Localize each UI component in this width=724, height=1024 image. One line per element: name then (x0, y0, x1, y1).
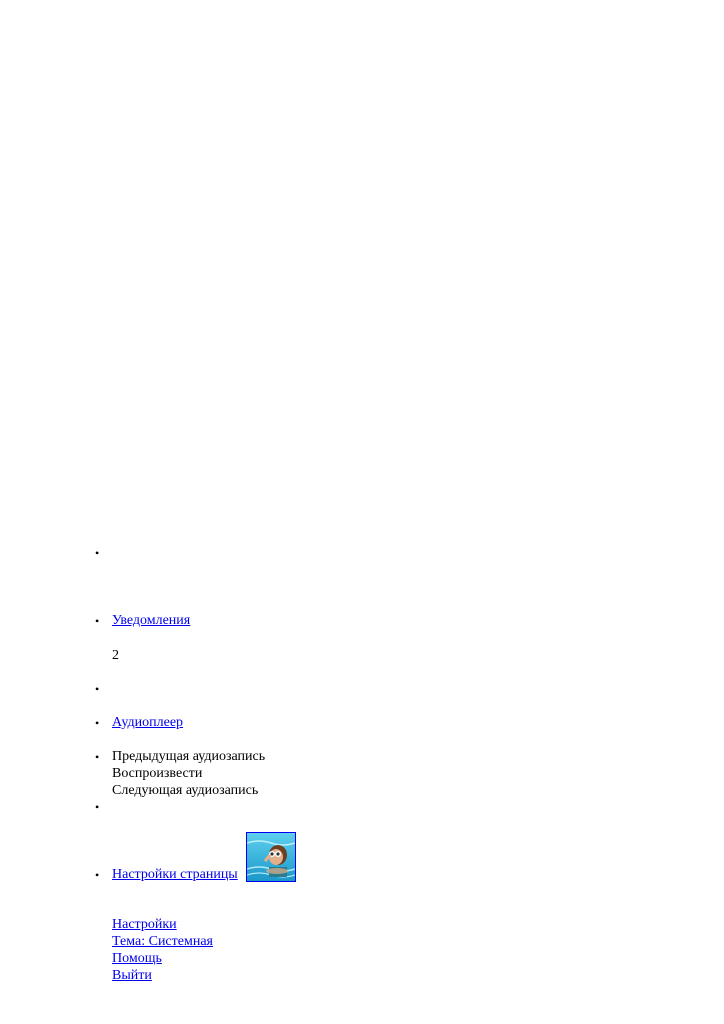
list-bullet: • (95, 800, 100, 814)
audio-player-link[interactable]: Аудиоплеер (112, 715, 184, 730)
notifications-link[interactable]: Уведомления (112, 613, 191, 628)
list-bullet: • (95, 546, 100, 560)
list-bullet: • (95, 682, 100, 696)
page-settings-link[interactable]: Настройки страницы (112, 867, 238, 882)
list-bullet: • (95, 716, 100, 730)
settings-link[interactable]: Настройки (112, 917, 177, 932)
logout-link[interactable]: Выйти (112, 968, 152, 983)
list-bullet: • (95, 750, 100, 764)
list-bullet: • (95, 868, 100, 882)
avatar[interactable] (246, 832, 296, 882)
help-link[interactable]: Помощь (112, 951, 162, 966)
next-track-button[interactable]: Следующая аудиозапись (112, 783, 259, 798)
avatar-photo-icon (247, 833, 295, 881)
play-button[interactable]: Воспроизвести (112, 766, 203, 781)
notifications-count: 2 (112, 648, 119, 663)
theme-link[interactable]: Тема: Системная (112, 934, 213, 949)
previous-track-button[interactable]: Предыдущая аудиозапись (112, 749, 266, 764)
list-bullet: • (95, 614, 100, 628)
